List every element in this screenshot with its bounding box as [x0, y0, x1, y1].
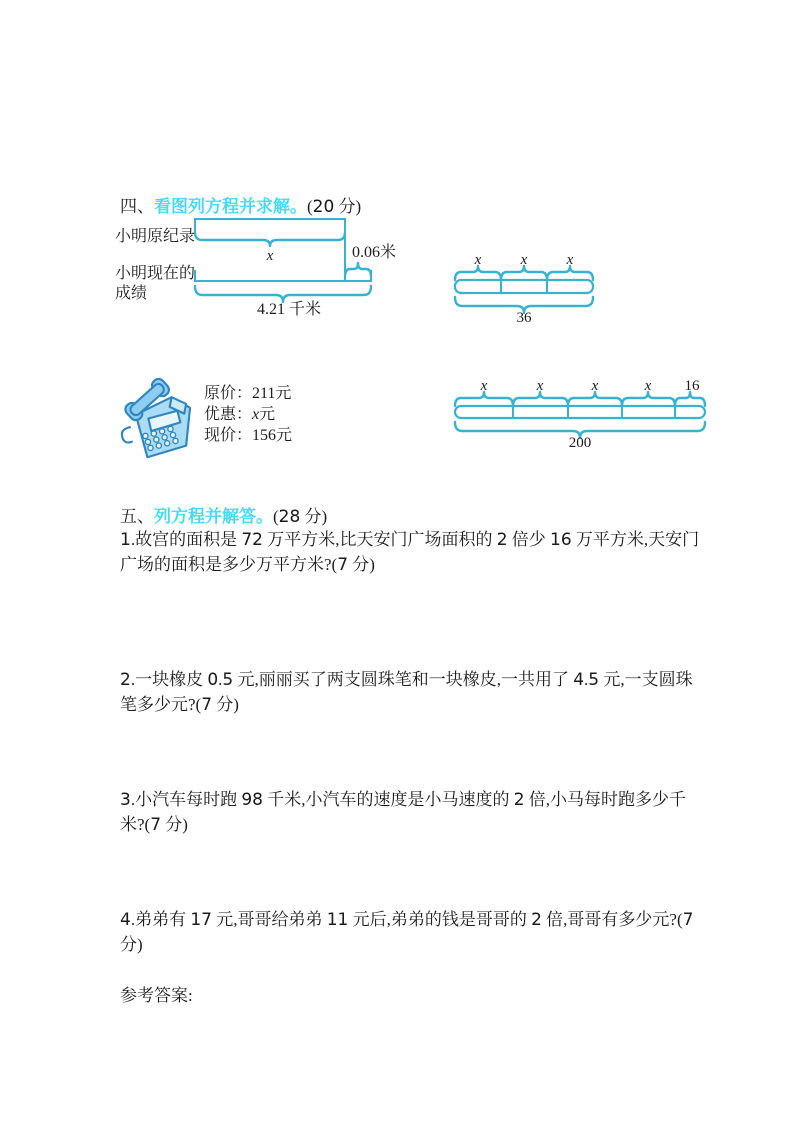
- segment-16-label: 16: [684, 378, 700, 394]
- record-comparison-diagram: [113, 212, 413, 320]
- section-five-points: (28 分): [273, 507, 328, 526]
- discount-line: [204, 404, 292, 425]
- answers-heading: 参考答案:: [120, 986, 193, 1005]
- original-price-line: [204, 383, 292, 404]
- problem-3: 3.小汽车每时跑 98 千米,小汽车的速度是小马速度的 2 倍,小马每时跑多少千米?(7 分): [120, 790, 687, 834]
- record-difference-label: 0.06米: [352, 244, 397, 261]
- segment-x-label: x: [536, 378, 544, 394]
- phone-price-card: [204, 383, 292, 446]
- total-label: 36: [516, 310, 532, 324]
- segment-x-label: x: [480, 378, 488, 394]
- problem-1: 1.故宫的面积是 72 万平方米,比天安门广场面积的 2 倍少 16 万平方米,天安门广场的面积是多少万平方米?(7 分): [120, 530, 700, 574]
- x-underbrace: [195, 232, 345, 246]
- three-x-36-diagram: [450, 250, 615, 324]
- problem-2: 2.一块橡皮 0.5 元,丽丽买了两支圆珠笔和一块橡皮,一共用了 4.5 元,一支圆珠笔多少元?(7 分): [120, 670, 693, 714]
- segment-x-label: x: [644, 378, 652, 394]
- problem-4: 4.弟弟有 17 元,哥哥给弟弟 11 元后,弟弟的钱是哥哥的 2 倍,哥哥有多少元?(7 分): [120, 910, 694, 954]
- current-price-label: 现价：: [204, 427, 253, 444]
- current-price-value: 156元: [252, 427, 293, 444]
- segmented-bar: [455, 280, 593, 293]
- record-total-label: 4.21 千米: [256, 301, 322, 318]
- phone-cord: [122, 427, 132, 442]
- segment-x-label: x: [566, 252, 574, 268]
- section-five-heading: [120, 502, 327, 527]
- total-underbrace: [195, 286, 371, 302]
- section-five-number: 五、: [120, 507, 154, 526]
- section-four-number: 四、: [120, 197, 154, 216]
- record-row2-label-line2: 成绩: [115, 285, 148, 302]
- segment-x-label: x: [474, 252, 482, 268]
- difference-overbrace: [345, 263, 371, 276]
- total-label: 200: [568, 435, 592, 450]
- discount-label: 优惠：: [204, 406, 253, 423]
- segment-x-label: x: [591, 378, 599, 394]
- section-five-title: 列方程并解答。: [154, 507, 273, 526]
- current-price-line: [204, 425, 292, 446]
- original-price-value: 211元: [252, 385, 292, 402]
- section-four-title: 看图列方程并求解。: [154, 197, 307, 216]
- segment-overbraces: [455, 392, 705, 406]
- telephone-icon: [116, 372, 204, 464]
- segment-x-label: x: [520, 252, 528, 268]
- record-row1-label: 小明原纪录: [115, 228, 196, 245]
- four-x-16-200-diagram: [450, 376, 740, 450]
- segmented-bar: [455, 406, 705, 418]
- record-row2-label-line1: 小明现在的: [115, 265, 196, 282]
- segment-overbraces: [455, 266, 593, 280]
- discount-value: x元: [252, 406, 276, 423]
- record-x-label: x: [266, 248, 274, 264]
- original-price-label: 原价：: [204, 385, 253, 402]
- section-four-points: (20 分): [307, 197, 362, 216]
